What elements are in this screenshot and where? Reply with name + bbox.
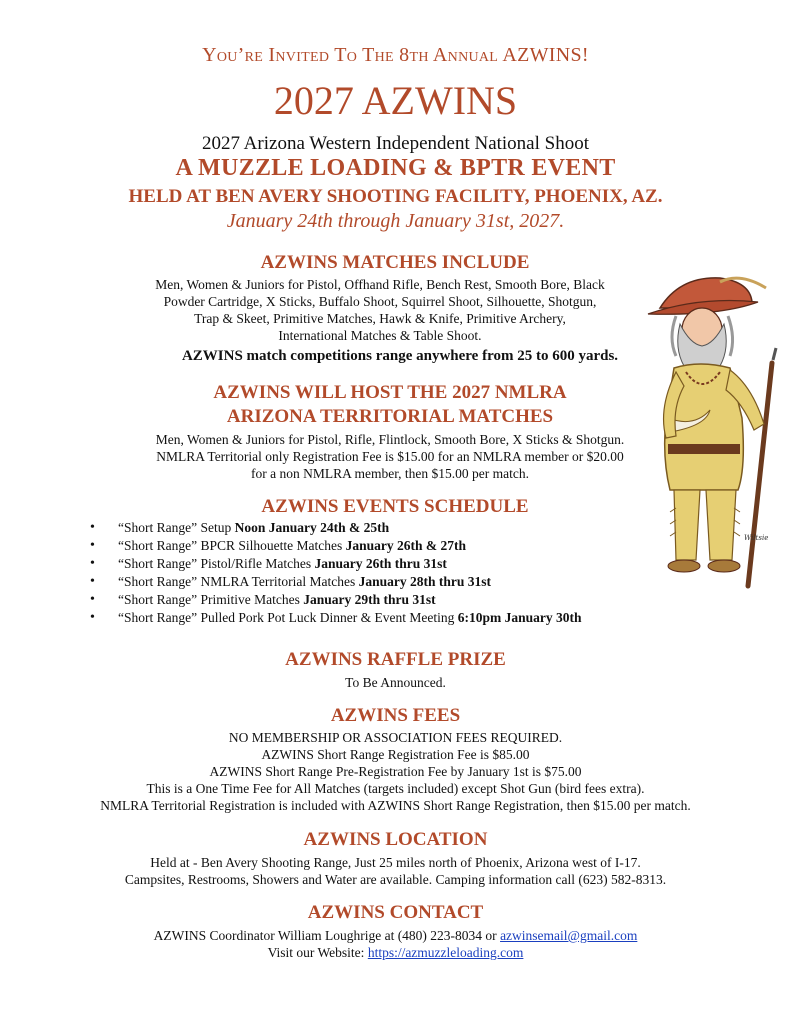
matches-line: International Matches & Table Shoot. <box>278 328 482 343</box>
fees-heading: AZWINS FEES <box>330 705 461 726</box>
schedule-item-text: “Short Range” Primitive Matches <box>118 592 304 607</box>
website-label: Visit our Website: <box>267 945 368 960</box>
artist-signature: Wiltsie <box>744 534 769 542</box>
location-line: Campsites, Restrooms, Showers and Water are available. Camping information call (623) 582-8313. <box>124 872 667 887</box>
email-link[interactable]: azwinsemail@gmail.com <box>500 928 638 943</box>
matches-description <box>100 276 660 344</box>
nmlra-description <box>60 431 720 482</box>
schedule-item-date: January 28th thru 31st <box>358 574 492 589</box>
schedule-item-text: “Short Range” Pulled Pork Pot Luck Dinner & Event Meeting <box>118 610 458 625</box>
matches-line: Powder Cartridge, X Sticks, Buffalo Shoot, Squirrel Shoot, Silhouette, Shotgun, <box>163 294 597 309</box>
schedule-item-text: “Short Range” NMLRA Territorial Matches <box>118 574 359 589</box>
nmlra-line: Men, Women & Juniors for Pistol, Rifle, Flintlock, Smooth Bore, X Sticks & Shotgun. <box>155 432 625 447</box>
subtitle: 2027 Arizona Western Independent National Shoot <box>201 133 589 154</box>
event-heading: A MUZZLE LOADING & BPTR EVENT <box>175 155 616 181</box>
fees-line: NMLRA Territorial Registration is included with AZWINS Short Range Registration, then $15.00 per match. <box>100 798 691 813</box>
matches-line: Men, Women & Juniors for Pistol, Offhand Rifle, Bench Rest, Smooth Bore, Black <box>155 277 605 292</box>
matches-line: Trap & Skeet, Primitive Matches, Hawk & Knife, Primitive Archery, <box>194 311 566 326</box>
raffle-heading: AZWINS RAFFLE PRIZE <box>285 649 506 670</box>
fees-line: NO MEMBERSHIP OR ASSOCIATION FEES REQUIRED. <box>228 730 563 745</box>
nmlra-heading <box>80 381 700 429</box>
schedule-item-date: January 29th thru 31st <box>303 592 436 607</box>
matches-heading: AZWINS MATCHES INCLUDE <box>260 252 530 273</box>
schedule-item-text: “Short Range” Pistol/Rifle Matches <box>118 556 315 571</box>
schedule-heading: AZWINS EVENTS SCHEDULE <box>261 496 529 517</box>
matches-range: AZWINS match competitions range anywhere from 25 to 600 yards. <box>181 348 619 364</box>
website-line <box>0 944 791 961</box>
raffle-text: To Be Announced. <box>345 675 446 690</box>
invite-line: You’re Invited To The 8th Annual AZWINS! <box>202 44 589 66</box>
schedule-item-text: “Short Range” BPCR Silhouette Matches <box>118 538 346 553</box>
venue-heading: HELD AT BEN AVERY SHOOTING FACILITY, PHOENIX, AZ. <box>128 186 663 207</box>
schedule-item <box>90 609 710 627</box>
nmlra-heading-line-2: ARIZONA TERRITORIAL MATCHES <box>226 406 554 427</box>
nmlra-heading-line-1: AZWINS WILL HOST THE 2027 NMLRA <box>213 382 567 403</box>
nmlra-line: for a non NMLRA member, then $15.00 per match. <box>250 466 530 481</box>
schedule-item <box>90 591 710 609</box>
website-link[interactable]: https://azmuzzleloading.com <box>367 945 524 960</box>
schedule-item-date: January 26th & 27th <box>345 538 466 553</box>
event-dates: January 24th through January 31st, 2027. <box>226 210 565 232</box>
contact-heading: AZWINS CONTACT <box>307 902 484 923</box>
contact-line <box>0 927 791 944</box>
fees-line: AZWINS Short Range Registration Fee is $85.00 <box>261 747 530 762</box>
fees-line: AZWINS Short Range Pre-Registration Fee by January 1st is $75.00 <box>209 764 582 779</box>
schedule-item <box>90 519 710 537</box>
fees-line: This is a One Time Fee for All Matches (targets included) except Shot Gun (bird fees extra). <box>146 781 645 796</box>
schedule-list <box>90 519 710 627</box>
schedule-item <box>90 573 710 591</box>
schedule-item <box>90 555 710 573</box>
schedule-item <box>90 537 710 555</box>
schedule-item-date: January 26th thru 31st <box>314 556 447 571</box>
schedule-item-date: Noon January 24th & 25th <box>234 520 390 535</box>
nmlra-line: NMLRA Territorial only Registration Fee is $15.00 for an NMLRA member or $20.00 <box>156 449 624 464</box>
fees-description <box>0 729 791 814</box>
location-heading: AZWINS LOCATION <box>303 829 488 850</box>
mountain-man-illustration <box>640 268 790 593</box>
contact-description <box>0 927 791 961</box>
schedule-item-text: “Short Range” Setup <box>118 520 235 535</box>
page-title: 2027 AZWINS <box>273 78 518 123</box>
location-line: Held at - Ben Avery Shooting Range, Just 25 miles north of Phoenix, Arizona west of I-17. <box>150 855 641 870</box>
location-description <box>0 854 791 888</box>
schedule-item-date: 6:10pm January 30th <box>457 610 582 625</box>
contact-coordinator-text: AZWINS Coordinator William Loughrige at (480) 223-8034 or <box>153 928 501 943</box>
